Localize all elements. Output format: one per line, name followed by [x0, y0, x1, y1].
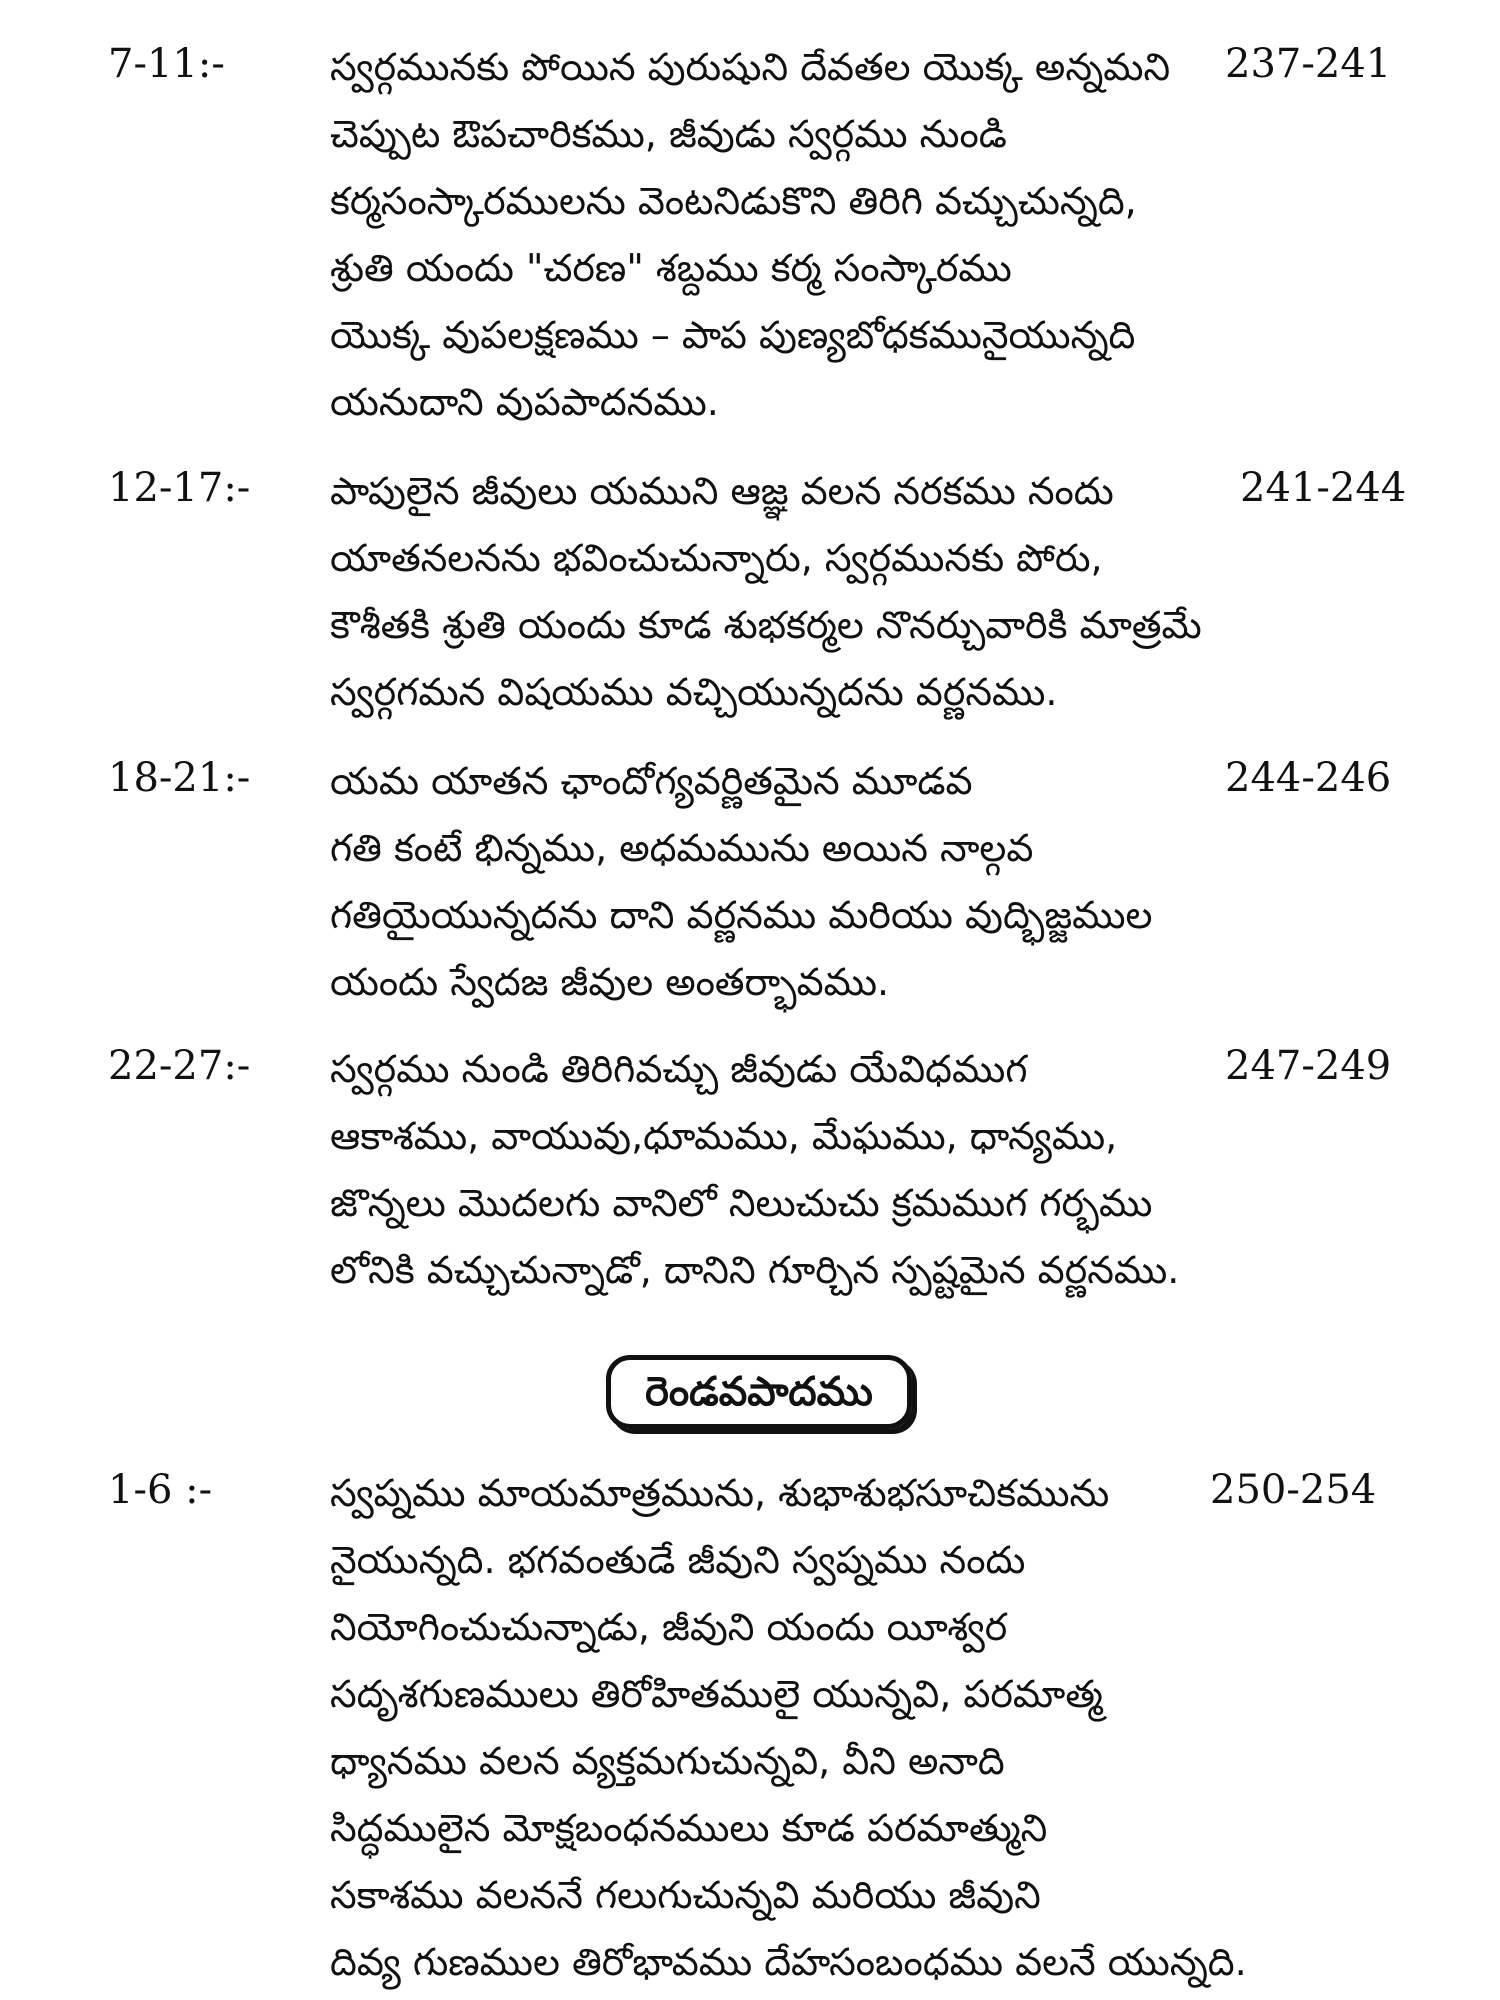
description-line: స్వర్గమునకు పోయిన పురుషుని దేవతల యొక్క అన్నమని	[330, 45, 1171, 89]
page-range: 244-246	[1225, 755, 1392, 801]
description-line: సదృశగుణములు తిరోహితములై యున్నవి, పరమాత్మ	[330, 1672, 1103, 1716]
description-line: సిద్ధములైన మోక్షబంధనములు కూడ పరమాత్ముని	[330, 1806, 1048, 1850]
page-range: 247-249	[1225, 1043, 1392, 1089]
sutra-range: 1-6 :-	[108, 1467, 213, 1513]
description-line: చెప్పుట ఔపచారికము, జీవుడు స్వర్గము నుండి	[330, 112, 1007, 156]
page-range: 241-244	[1240, 465, 1407, 511]
description-line: ధ్యానము వలన వ్యక్తమగుచున్నవి, వీని అనాది	[330, 1739, 1005, 1783]
sutra-range: 7-11:-	[108, 41, 225, 87]
description-line: పాపులైన జీవులు యముని ఆజ్ఞ వలన నరకము నందు	[330, 469, 1114, 513]
description-line: శ్రుతి యందు "చరణ" శబ్దము కర్మ సంస్కారము	[330, 246, 1012, 290]
description-line: యందు స్వేదజ జీవుల అంతర్భావము.	[330, 960, 890, 1004]
sutra-range: 22-27:-	[108, 1043, 251, 1089]
description-line: జొన్నలు మొదలగు వానిలో నిలుచుచు క్రమముగ గర్భము	[330, 1181, 1153, 1225]
sutra-range: 12-17:-	[108, 465, 251, 511]
page-range: 250-254	[1210, 1467, 1377, 1513]
description-line: స్వర్గగమన విషయము వచ్చియున్నదను వర్ణనము.	[330, 670, 1058, 714]
description-line: యమ యాతన ఛాందోగ్యవర్ణితమైన మూడవ	[330, 759, 973, 803]
description-line: స్వర్గము నుండి తిరిగివచ్చు జీవుడు యేవిధముగ	[330, 1047, 1028, 1091]
sutra-range: 18-21:-	[108, 755, 251, 801]
description-line: సకాశము వలననే గలుగుచున్నవి మరియు జీవుని	[330, 1873, 1041, 1917]
section-heading-container	[0, 1355, 1500, 1429]
description-line: నియోగించుచున్నాడు, జీవుని యందు యీశ్వర	[330, 1605, 1008, 1649]
description-line: యొక్క వుపలక్షణము – పాప పుణ్యబోధకమునైయున్నది	[330, 313, 1136, 357]
description-line: దివ్య గుణముల తిరోభావము దేహసంబంధము వలనే యున్నది.	[330, 1940, 1247, 1984]
description-line: గతి కంటే భిన్నము, అధమమును అయిన నాల్గవ	[330, 826, 1034, 870]
description-line: లోనికి వచ్చుచున్నాడో, దానిని గూర్చిన స్పష్టమైన వర్ణనము.	[330, 1248, 1180, 1292]
description-line: నైయున్నది. భగవంతుడే జీవుని స్వప్నము నందు	[330, 1538, 1026, 1582]
description-line: గతియైయున్నదను దాని వర్ణనము మరియు వుద్భిజ్జముల	[330, 893, 1153, 937]
entry-description	[330, 458, 1330, 726]
page-range: 237-241	[1225, 41, 1392, 87]
entry-description	[330, 1036, 1330, 1304]
description-line: యనుదాని వుపపాదనము.	[330, 380, 719, 424]
section-heading: రెండవపాదము	[606, 1355, 912, 1429]
description-line: ఆకాశము, వాయువు,ధూమము, మేఘము, ధాన్యము,	[330, 1114, 1118, 1158]
description-line: స్వప్నము మాయమాత్రమును, శుభాశుభసూచికమును	[330, 1471, 1110, 1515]
entry-description	[330, 748, 1330, 1016]
entry-description	[330, 1460, 1330, 1996]
description-line: కౌశీతకి శ్రుతి యందు కూడ శుభకర్మల నొనర్చువారికి మాత్రమే	[330, 603, 1202, 647]
entry-description	[330, 34, 1330, 436]
description-line: కర్మసంస్కారములను వెంటనిడుకొని తిరిగి వచ్చుచున్నది,	[330, 179, 1137, 223]
description-line: యాతనలనను భవించుచున్నారు, స్వర్గమునకు పోరు,	[330, 536, 1103, 580]
